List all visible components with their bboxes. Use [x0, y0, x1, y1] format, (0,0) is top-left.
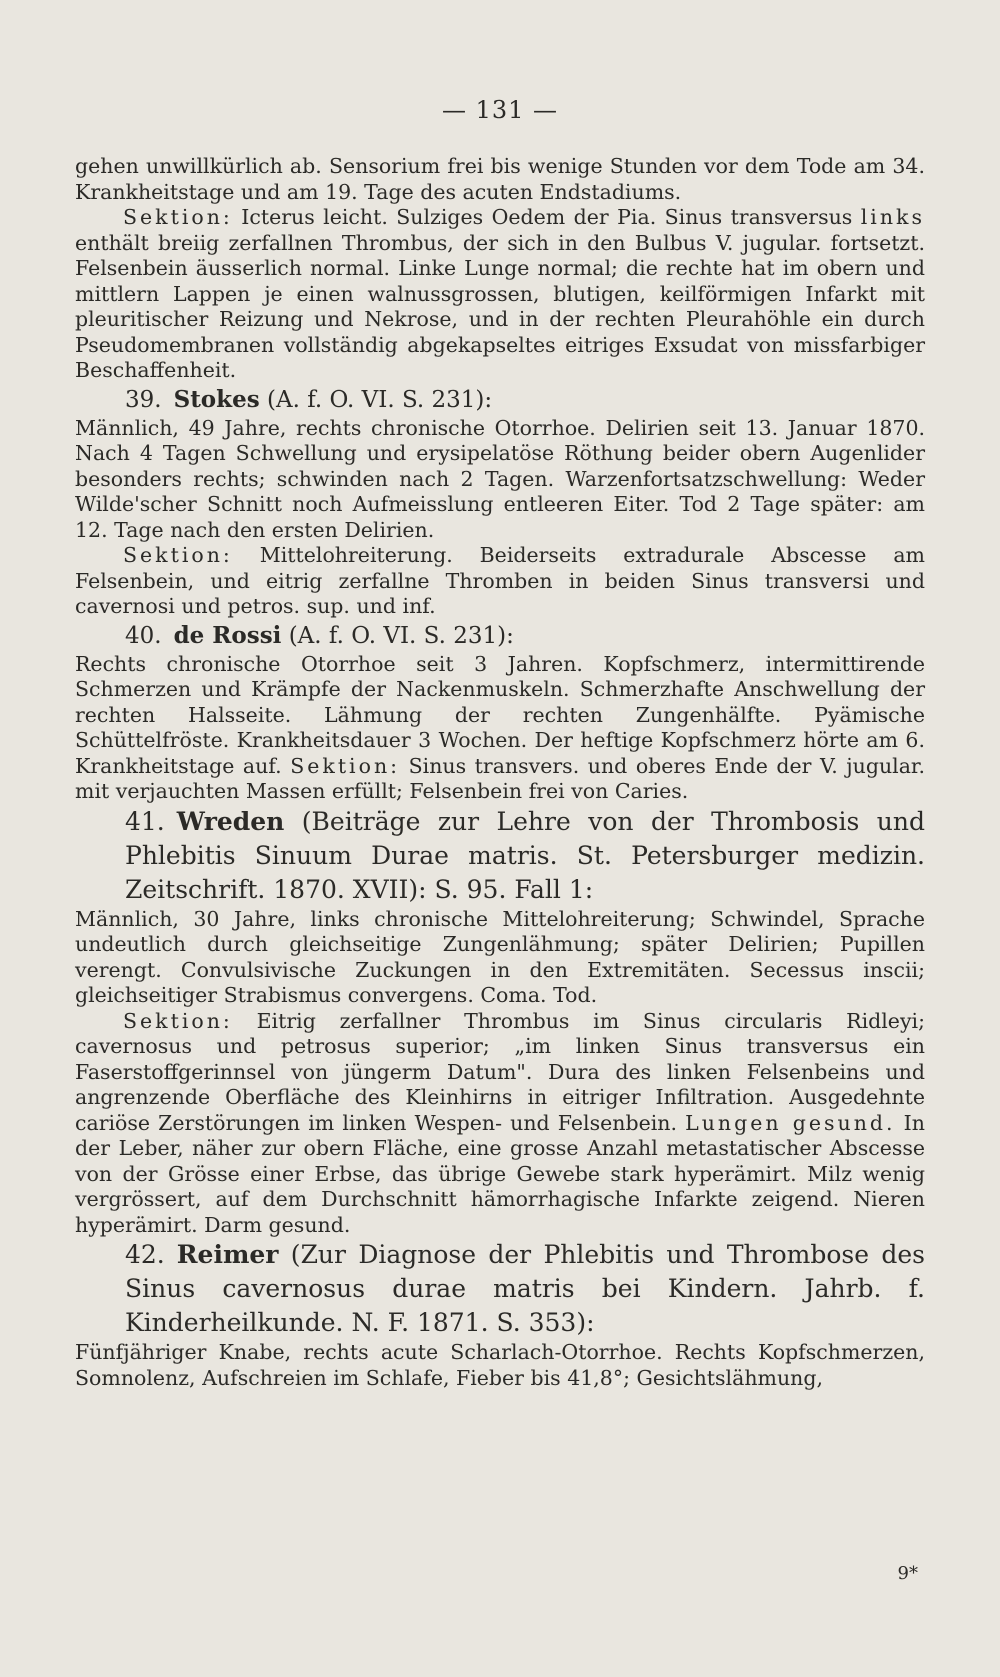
sektion-text: Mittelohreiterung. Beiderseits extradurale Abscesse am Felsenbein, und eitrig zerfallne Thromben in beiden Sinus transversi und cavernosi und petros. sup. und inf. [75, 543, 925, 618]
sektion-text-1: Eitrig zerfallner Thrombus im Sinus circularis Ridleyi; cavernosus und petrosus superior; „im linken Sinus transversus ein Faserstoffgerinnsel von jüngerm Datum". Dura des linken Felsenbeins und angrenzende Oberfläche des Kleinhirns in eitriger Infiltration. Ausgedehnte cariöse Zerstörungen im linken Wespen- und Felsenbein. [75, 1008, 925, 1135]
case-42-body: Fünfjähriger Knabe, rechts acute Scharlach-Otorrhoe. Rechts Kopfschmerzen, Somnolenz, Aufschreien im Schlafe, Fieber bis 41,8°; Gesichtslähmung, [75, 1340, 925, 1390]
case-number: 42. [125, 1240, 165, 1269]
case-41-heading [75, 805, 925, 907]
sektion-label: Sektion: [123, 205, 233, 229]
author-name: Wreden [176, 806, 285, 836]
author-name: de Rossi [173, 621, 282, 649]
case-39-heading [75, 384, 925, 416]
case-41-sektion [75, 1009, 925, 1239]
case-reference: (A. f. O. VI. S. 231): [281, 622, 514, 649]
case-text-1: Rechts chronische Otorrhoe seit 3 Jahren. Kopfschmerz, intermittirende Schmerzen und Krämpfe der Nackenmuskeln. Schmerzhafte Anschwellung der rechten Halsseite. Lähmung der rechten Zungenhälfte. Pyämische Schüttelfröste. Krankheitsdauer 3 Wochen. Der heftige Kopfschmerz hörte am 6. Krankheitstage auf. [75, 651, 925, 778]
case-number: 40. [125, 622, 162, 649]
case-text-2: Sinus transvers. und oberes Ende der V. jugular. mit verjauchten Massen erfüllt; Felsenbein frei von Caries. [75, 753, 925, 803]
case-reference: (Beiträge zur Lehre von der Thrombosis und Phlebitis Sinuum Durae matris. St. Petersburger medizin. Zeitschrift. 1870. XVII): S. 95. Fall 1: [125, 806, 925, 904]
case-41-body: Männlich, 30 Jahre, links chronische Mittelohreiterung; Schwindel, Sprache undeutlich durch gleichseitige Zungenlähmung; später Delirien; Pupillen verengt. Convulsivische Zuckungen in den Extremitäten. Secessus inscii; gleichseitiger Strabismus convergens. Coma. Tod. [75, 906, 925, 1007]
case-40-body [75, 652, 925, 805]
sektion-label: Sektion: [290, 753, 401, 778]
case-reference: (A. f. O. VI. S. 231): [259, 386, 493, 413]
author-name: Stokes [173, 385, 260, 413]
case-39-body: Männlich, 49 Jahre, rechts chronische Otorrhoe. Delirien seit 13. Januar 1870. Nach 4 Tagen Schwellung und erysipelatöse Röthung beider obern Augenlider besonders rechts; schwinden nach 2 Tagen. Warzenfortsatzschwellung: Weder Wilde'scher Schnitt noch Aufmeisslung entleeren Eiter. Tod 2 Tage später: am 12. Tage nach den ersten Delirien. [75, 415, 925, 542]
page-body [75, 154, 925, 1391]
sektion-label: Sektion: [123, 1008, 233, 1033]
case-reference: (Zur Diagnose der Phlebitis und Thrombose des Sinus cavernosus durae matris bei Kindern. Jahrb. f. Kinderheilkunde. N. F. 1871. S. 353): [125, 1240, 925, 1337]
paragraph-continuation: gehen unwillkürlich ab. Sensorium frei bis wenige Stunden vor dem Tode am 34. Krankheitstage und am 19. Tage des acuten Endstadiums. [75, 154, 925, 204]
signature-mark: 9* [897, 1563, 918, 1584]
case-39-sektion [75, 543, 925, 620]
sektion-text-2: In der Leber, näher zur obern Fläche, eine grosse Anzahl metastatischer Abscesse von der Grösse einer Erbse, das übrige Gewebe stark hyperämirt. Milz wenig vergrössert, auf dem Durchschnitt hämorrhagische Infarkte zeigend. Nieren hyperämirt. Darm gesund. [75, 1110, 925, 1237]
case-number: 39. [125, 386, 162, 413]
sektion-spaced-words: Lungen gesund. [685, 1110, 896, 1135]
case-40-heading [75, 620, 925, 652]
sektion-text-2: enthält breiig zerfallnen Thrombus, der sich in den Bulbus V. jugular. fortsetzt. Felsenbein äusserlich normal. Linke Lunge normal; die rechte hat im obern und mittlern Lappen je einen walnussgrossen, blutigen, keilförmigen Infarkt mit pleuritischer Reizung und Nekrose, und in der rechten Pleurahöhle ein durch Pseudomembranen vollständig abgekapseltes eitriges Exsudat von missfarbiger Beschaffenheit. [75, 230, 925, 382]
author-name: Reimer [176, 1240, 279, 1269]
paragraph-sektion [75, 205, 925, 384]
case-42-heading [75, 1238, 925, 1340]
sektion-text-1: Icterus leicht. Sulziges Oedem der Pia. Sinus transversus [232, 205, 861, 229]
sektion-spaced-word: links [860, 205, 925, 229]
case-number: 41. [125, 806, 165, 836]
page-number: — 131 — [441, 96, 559, 124]
sektion-label: Sektion: [123, 543, 233, 567]
